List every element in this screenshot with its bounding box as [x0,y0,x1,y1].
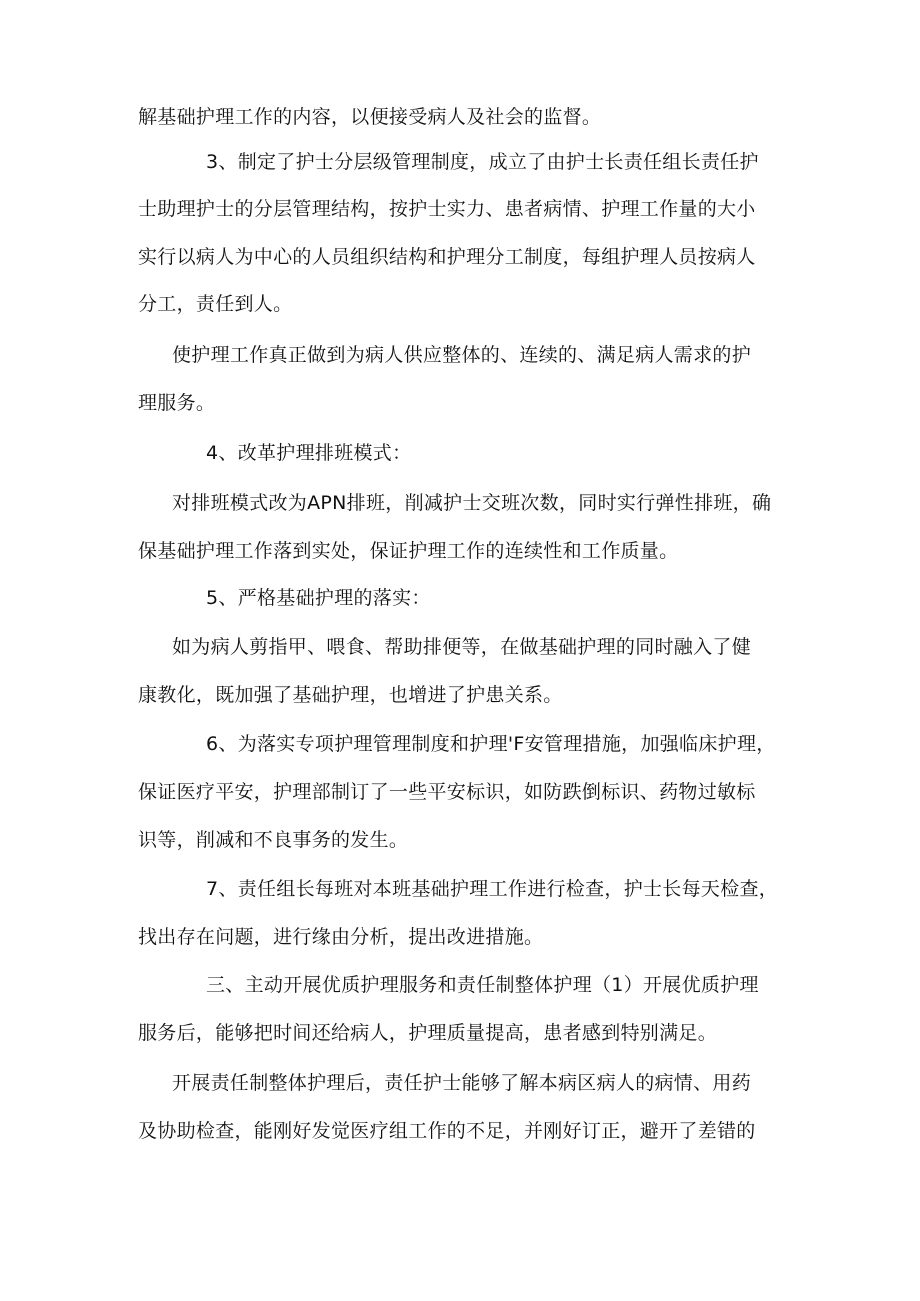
paragraph-line: 三、主动开展优质护理服务和责任制整体护理（1）开展优质护理 [206,974,759,996]
paragraph-line: 服务后，能够把时间还给病人，护理质量提高，患者感到特别满足。 [138,1022,718,1044]
paragraph-line: 对排班模式改为APN排班，削减护士交班次数，同时实行弹性排班，确 [172,492,772,514]
paragraph-line: 如为病人剪指甲、喂食、帮助排便等，在做基础护理的同时融入了健 [172,636,752,658]
paragraph-line: 解基础护理工作的内容，以便接受病人及社会的监督。 [138,106,602,128]
paragraph-line: 识等，削减和不良事务的发生。 [138,829,409,851]
paragraph-line: 3、制定了护士分层级管理制度，成立了由护士长责任组长责任护 [206,151,759,173]
paragraph-line: 使护理工作真正做到为病人供应整体的、连续的、满足病人需求的护 [172,344,752,366]
paragraph-line: 康教化，既加强了基础护理，也增进了护患关系。 [138,684,563,706]
section-heading: 4、改革护理排班模式： [206,442,412,464]
paragraph-line: 保基础护理工作落到实处，保证护理工作的连续性和工作质量。 [138,540,679,562]
paragraph-line: 及协助检查，能刚好发觉医疗组工作的不足，并刚好订正，避开了差错的 [138,1120,756,1142]
paragraph-line: 实行以病人为中心的人员组织结构和护理分工制度，每组护理人员按病人 [138,246,756,268]
paragraph-line: 7、责任组长每班对本班基础护理工作进行检查，护士长每天检查， [206,878,779,900]
paragraph-line: 士助理护士的分层管理结构，按护士实力、患者病情、护理工作量的大小 [138,198,756,220]
paragraph-line: 找出存在问题，进行缘由分析，提出改进措施。 [138,926,544,948]
paragraph-line: 理服务。 [138,392,216,414]
paragraph-line: 分工，责任到人。 [138,293,293,315]
paragraph-line: 保证医疗平安，护理部制订了一些平安标识，如防跌倒标识、药物过敏标 [138,781,756,803]
paragraph-line: 开展责任制整体护理后，责任护士能够了解本病区病人的病情、用药 [172,1072,752,1094]
section-heading: 5、严格基础护理的落实： [206,587,431,609]
paragraph-line: 6、为落实专项护理管理制度和护理'F安管理措施，加强临床护理， [206,733,776,755]
